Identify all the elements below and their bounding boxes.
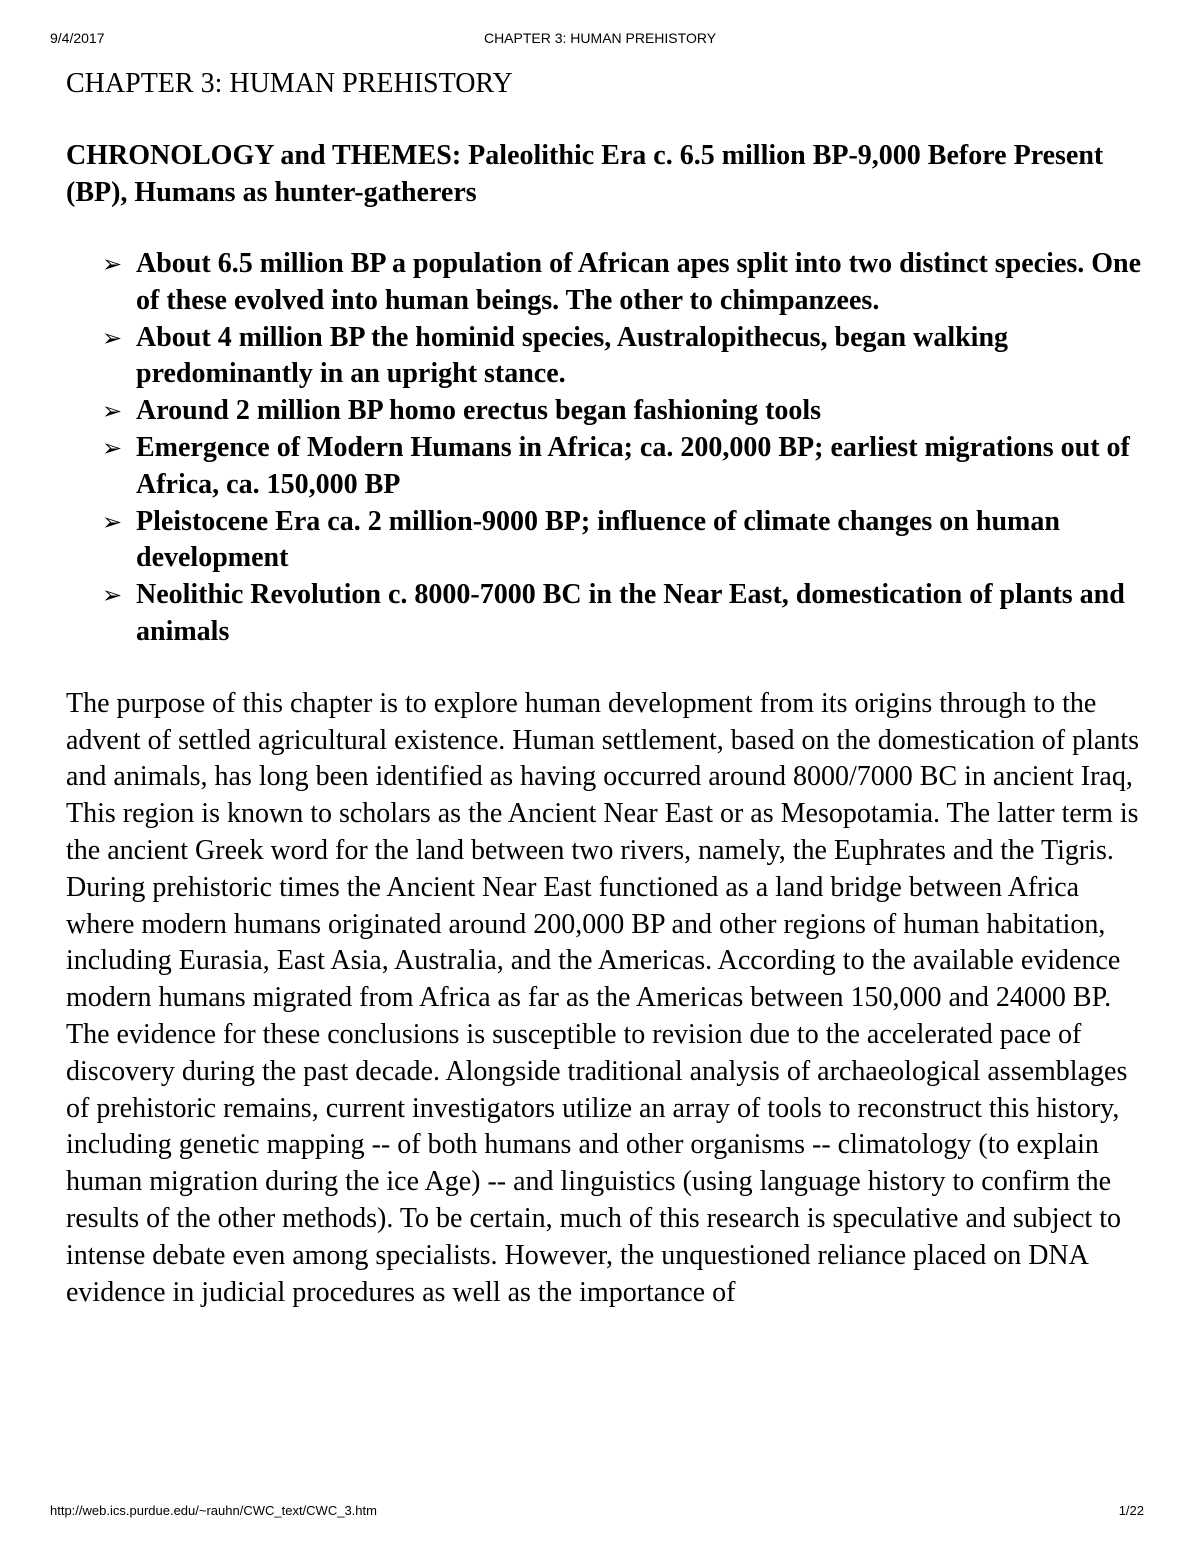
- chapter-title: CHAPTER 3: HUMAN PREHISTORY: [66, 68, 513, 99]
- list-item: [66, 577, 1141, 651]
- list-item-text: About 4 million BP the hominid species, Australopithecus, began walking predominantly in an upright stance.: [136, 321, 1009, 390]
- source-url: http://web.ics.purdue.edu/~rauhn/CWC_text/CWC_3.htm: [50, 1503, 377, 1518]
- list-item-text: About 6.5 million BP a population of African apes split into two distinct species. One of these evolved into human beings. The other to chimpanzees.: [136, 248, 1141, 316]
- list-item: [66, 430, 1141, 504]
- list-item: [66, 246, 1141, 320]
- arrow-bullet-icon: ➢: [102, 323, 123, 352]
- list-item-text: Pleistocene Era ca. 2 million-9000 BP; influence of climate changes on human development: [136, 505, 1060, 574]
- arrow-bullet-icon: ➢: [102, 433, 123, 462]
- arrow-bullet-icon: ➢: [102, 581, 123, 610]
- chronology-bullet-list: [66, 246, 1141, 651]
- list-item: [66, 320, 1141, 394]
- arrow-bullet-icon: ➢: [102, 250, 123, 278]
- print-date: 9/4/2017: [50, 30, 105, 46]
- list-item: [66, 393, 1141, 430]
- intro-paragraph: The purpose of this chapter is to explore human development from its origins through to the advent of settled agricultural existence. Human settlement, based on the domestication of plants and animals, has long been identified as having occurred around 8000/7000 BC in ancient Iraq, This region is known to scholars as the Ancient Near East or as Mesopotamia. The latter term is the ancient Greek word for the land between two rivers, namely, the Euphrates and the Tigris. During prehistoric times the Ancient Near East functioned as a land bridge between Africa where modern humans originated around 200,000 BP and other regions of human habitation, including Eurasia, East Asia, Australia, and the Americas. According to the available evidence modern humans migrated from Africa as far as the Americas between 150,000 and 24000 BP. The evidence for these conclusions is susceptible to revision due to the accelerated pace of discovery during the past decade. Alongside traditional analysis of archaeological assemblages of prehistoric remains, current investigators utilize an array of tools to reconstruct this history, including genetic mapping -- of both humans and other organisms -- climatology (to explain human migration during the ice Age) -- and linguistics (using language history to confirm the results of the other methods). To be certain, much of this research is speculative and subject to intense debate even among specialists. However, the unquestioned reliance placed on DNA evidence in judicial procedures as well as the importance of: [66, 687, 1140, 1308]
- arrow-bullet-icon: ➢: [102, 507, 123, 536]
- list-item: [66, 504, 1141, 578]
- arrow-bullet-icon: ➢: [102, 397, 123, 426]
- list-item-text: Neolithic Revolution c. 8000-7000 BC in the Near East, domestication of plants and animals: [136, 579, 1125, 647]
- list-item-text: Emergence of Modern Humans in Africa; ca. 200,000 BP; earliest migrations out of Africa, ca. 150,000 BP: [136, 431, 1130, 500]
- chronology-themes: CHRONOLOGY and THEMES: Paleolithic Era c. 6.5 million BP-9,000 Before Present (BP), Humans as hunter-gatherers: [66, 140, 1104, 208]
- print-header: [50, 30, 1150, 50]
- running-title: CHAPTER 3: HUMAN PREHISTORY: [483, 30, 717, 46]
- print-footer: [50, 1503, 1144, 1523]
- page-number: 1/22: [1118, 1503, 1144, 1518]
- document-body: [66, 66, 1141, 1311]
- list-item-text: Around 2 million BP homo erectus began fashioning tools: [136, 395, 822, 427]
